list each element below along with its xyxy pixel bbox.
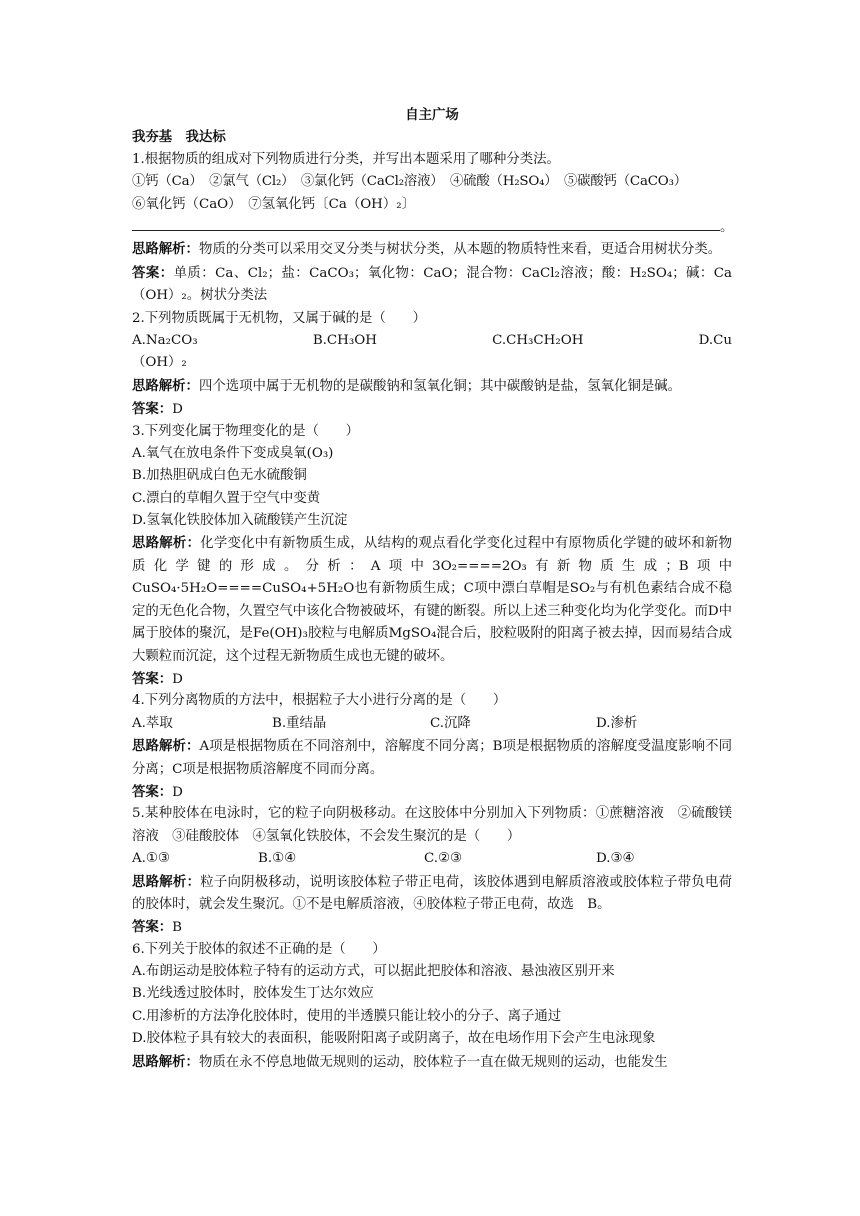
question-4-stem: 4.下列分离物质的方法中，根据粒子大小进行分离的是（ ）	[132, 693, 507, 709]
option-a: A.①③	[132, 851, 170, 867]
option-d: D.胶体粒子具有较大的表面积，能吸附阳离子或阴离子，故在电场作用下会产生电泳现象	[132, 1031, 656, 1047]
question-4-answer: 答案：D	[132, 783, 183, 800]
question-2-answer: 答案：D	[132, 401, 183, 418]
question-1-answer: 答案：单质：Ca、Cl₂；盐：CaCO₃；氧化物：CaO；混合物：CaCl₂溶液；酸：H₂SO₄；碱：Ca（OH）₂。树状分类法	[132, 264, 733, 304]
question-6-analysis: 思路解析：物质在永不停息地做无规则的运动，胶体粒子一直在做无规则的运动，也能发生	[132, 1053, 668, 1070]
question-5-options	[132, 848, 732, 870]
question-4-options	[132, 713, 732, 735]
option-d-continued: （OH）₂	[132, 355, 187, 371]
option-a: A.布朗运动是胶体粒子特有的运动方式，可以据此把胶体和溶液、悬浊液区别开来	[132, 964, 615, 980]
option-c: C.沉降	[430, 715, 471, 731]
option-b: B.重结晶	[272, 715, 327, 731]
question-1-analysis: 思路解析：物质的分类可以采用交叉分类与树状分类，从本题的物质特性来看，更适合用树状分类。	[132, 241, 722, 258]
option-a: A.氧气在放电条件下变成臭氧(O₃)	[132, 445, 334, 461]
document-page	[132, 104, 732, 1074]
question-1-items-2: ⑥氧化钙（CaO） ⑦氢氧化钙〔Ca（OH）₂〕	[132, 196, 416, 212]
question-6-stem: 6.下列关于胶体的叙述不正确的是（ ）	[132, 941, 386, 957]
option-d: D.渗析	[596, 715, 638, 731]
option-b: B.光线透过胶体时，胶体发生丁达尔效应	[132, 986, 374, 1002]
option-b: B.①④	[258, 851, 297, 867]
question-5-analysis: 思路解析：粒子向阴极移动，说明该胶体粒子带正电荷，该胶体遇到电解质溶液或胶体粒子带负电荷的胶体时，就会发生聚沉。①不是电解质溶液，④胶体粒子带正电荷，故选 B。	[132, 873, 733, 912]
option-c: C.用渗析的方法净化胶体时，使用的半透膜只能让较小的分子、离子通过	[132, 1008, 562, 1024]
option-c: C.漂白的草帽久置于空气中变黄	[132, 490, 321, 506]
question-1-items-1: ①钙（Ca） ②氯气（Cl₂） ③氯化钙（CaCl₂溶液） ④硫酸（H₂SO₄） ⑤碳酸钙（CaCO₃）	[132, 174, 687, 190]
option-d: D.氢氧化铁胶体加入硫酸镁产生沉淀	[132, 513, 348, 529]
question-1-answer-blank: 。	[132, 216, 732, 238]
option-c: C.②③	[424, 851, 463, 867]
question-3-answer: 答案：D	[132, 670, 183, 687]
page-title: 自主广场	[405, 107, 459, 123]
question-2-analysis: 思路解析：四个选项中属于无机物的是碳酸钠和氢氧化铜；其中碳酸钠是盐，氢氧化铜是碱。	[132, 377, 682, 394]
option-c: C.CH₃CH₂OH	[492, 332, 584, 348]
question-5-answer: 答案：B	[132, 919, 183, 936]
question-5-stem: 5.某种胶体在电泳时，它的粒子向阴极移动。在这胶体中分别加入下列物质：①蔗糖溶液 ②硫酸镁溶液 ③硅酸胶体 ④氢氧化铁胶体，不会发生聚沉的是（ ）	[132, 806, 732, 844]
question-1-stem: 1.根据物质的组成对下列物质进行分类，并写出本题采用了哪种分类法。	[132, 151, 560, 167]
option-a: A.Na₂CO₃	[132, 332, 198, 348]
option-a: A.萃取	[132, 715, 173, 731]
question-3-stem: 3.下列变化属于物理变化的是（ ）	[132, 423, 360, 439]
option-d: D.Cu	[698, 332, 732, 348]
section-heading: 我夯基 我达标	[132, 129, 226, 146]
answer-blank-line	[132, 216, 720, 231]
option-b: B.CH₃OH	[312, 332, 377, 348]
question-2-options	[132, 330, 732, 352]
question-2-stem: 2.下列物质既属于无机物，又属于碱的是（ ）	[132, 310, 426, 326]
option-b: B.加热胆矾成白色无水硫酸铜	[132, 468, 307, 484]
question-3-analysis: 思路解析：化学变化中有新物质生成，从结构的观点看化学变化过程中有原物质化学键的破坏和新物质化学键的形成。分析：A项中3O₂====2O₃有新物质生成；B项中CuSO₄·5H₂O====CuSO₄+5H₂O也有新物质生成；C项中漂白草帽是SO₂与有机色素结合成不稳定的无色化合物，久置空气中该化合物被破坏，有键的断裂。所以上述三种变化均为化学变化。而D中属于胶体的聚沉，是Fe(OH)₃胶粒与电解质MgSO₄混合后，胶粒吸附的阳离子被去掉，因而易结合成大颗粒而沉淀，这个过程无新物质生成也无键的破坏。	[132, 535, 733, 664]
question-4-analysis: 思路解析：A项是根据物质在不同溶剂中，溶解度不同分离；B项是根据物质的溶解度受温度影响不同分离；C项是根据物质溶解度不同而分离。	[132, 738, 732, 777]
option-d: D.③④	[596, 851, 635, 867]
